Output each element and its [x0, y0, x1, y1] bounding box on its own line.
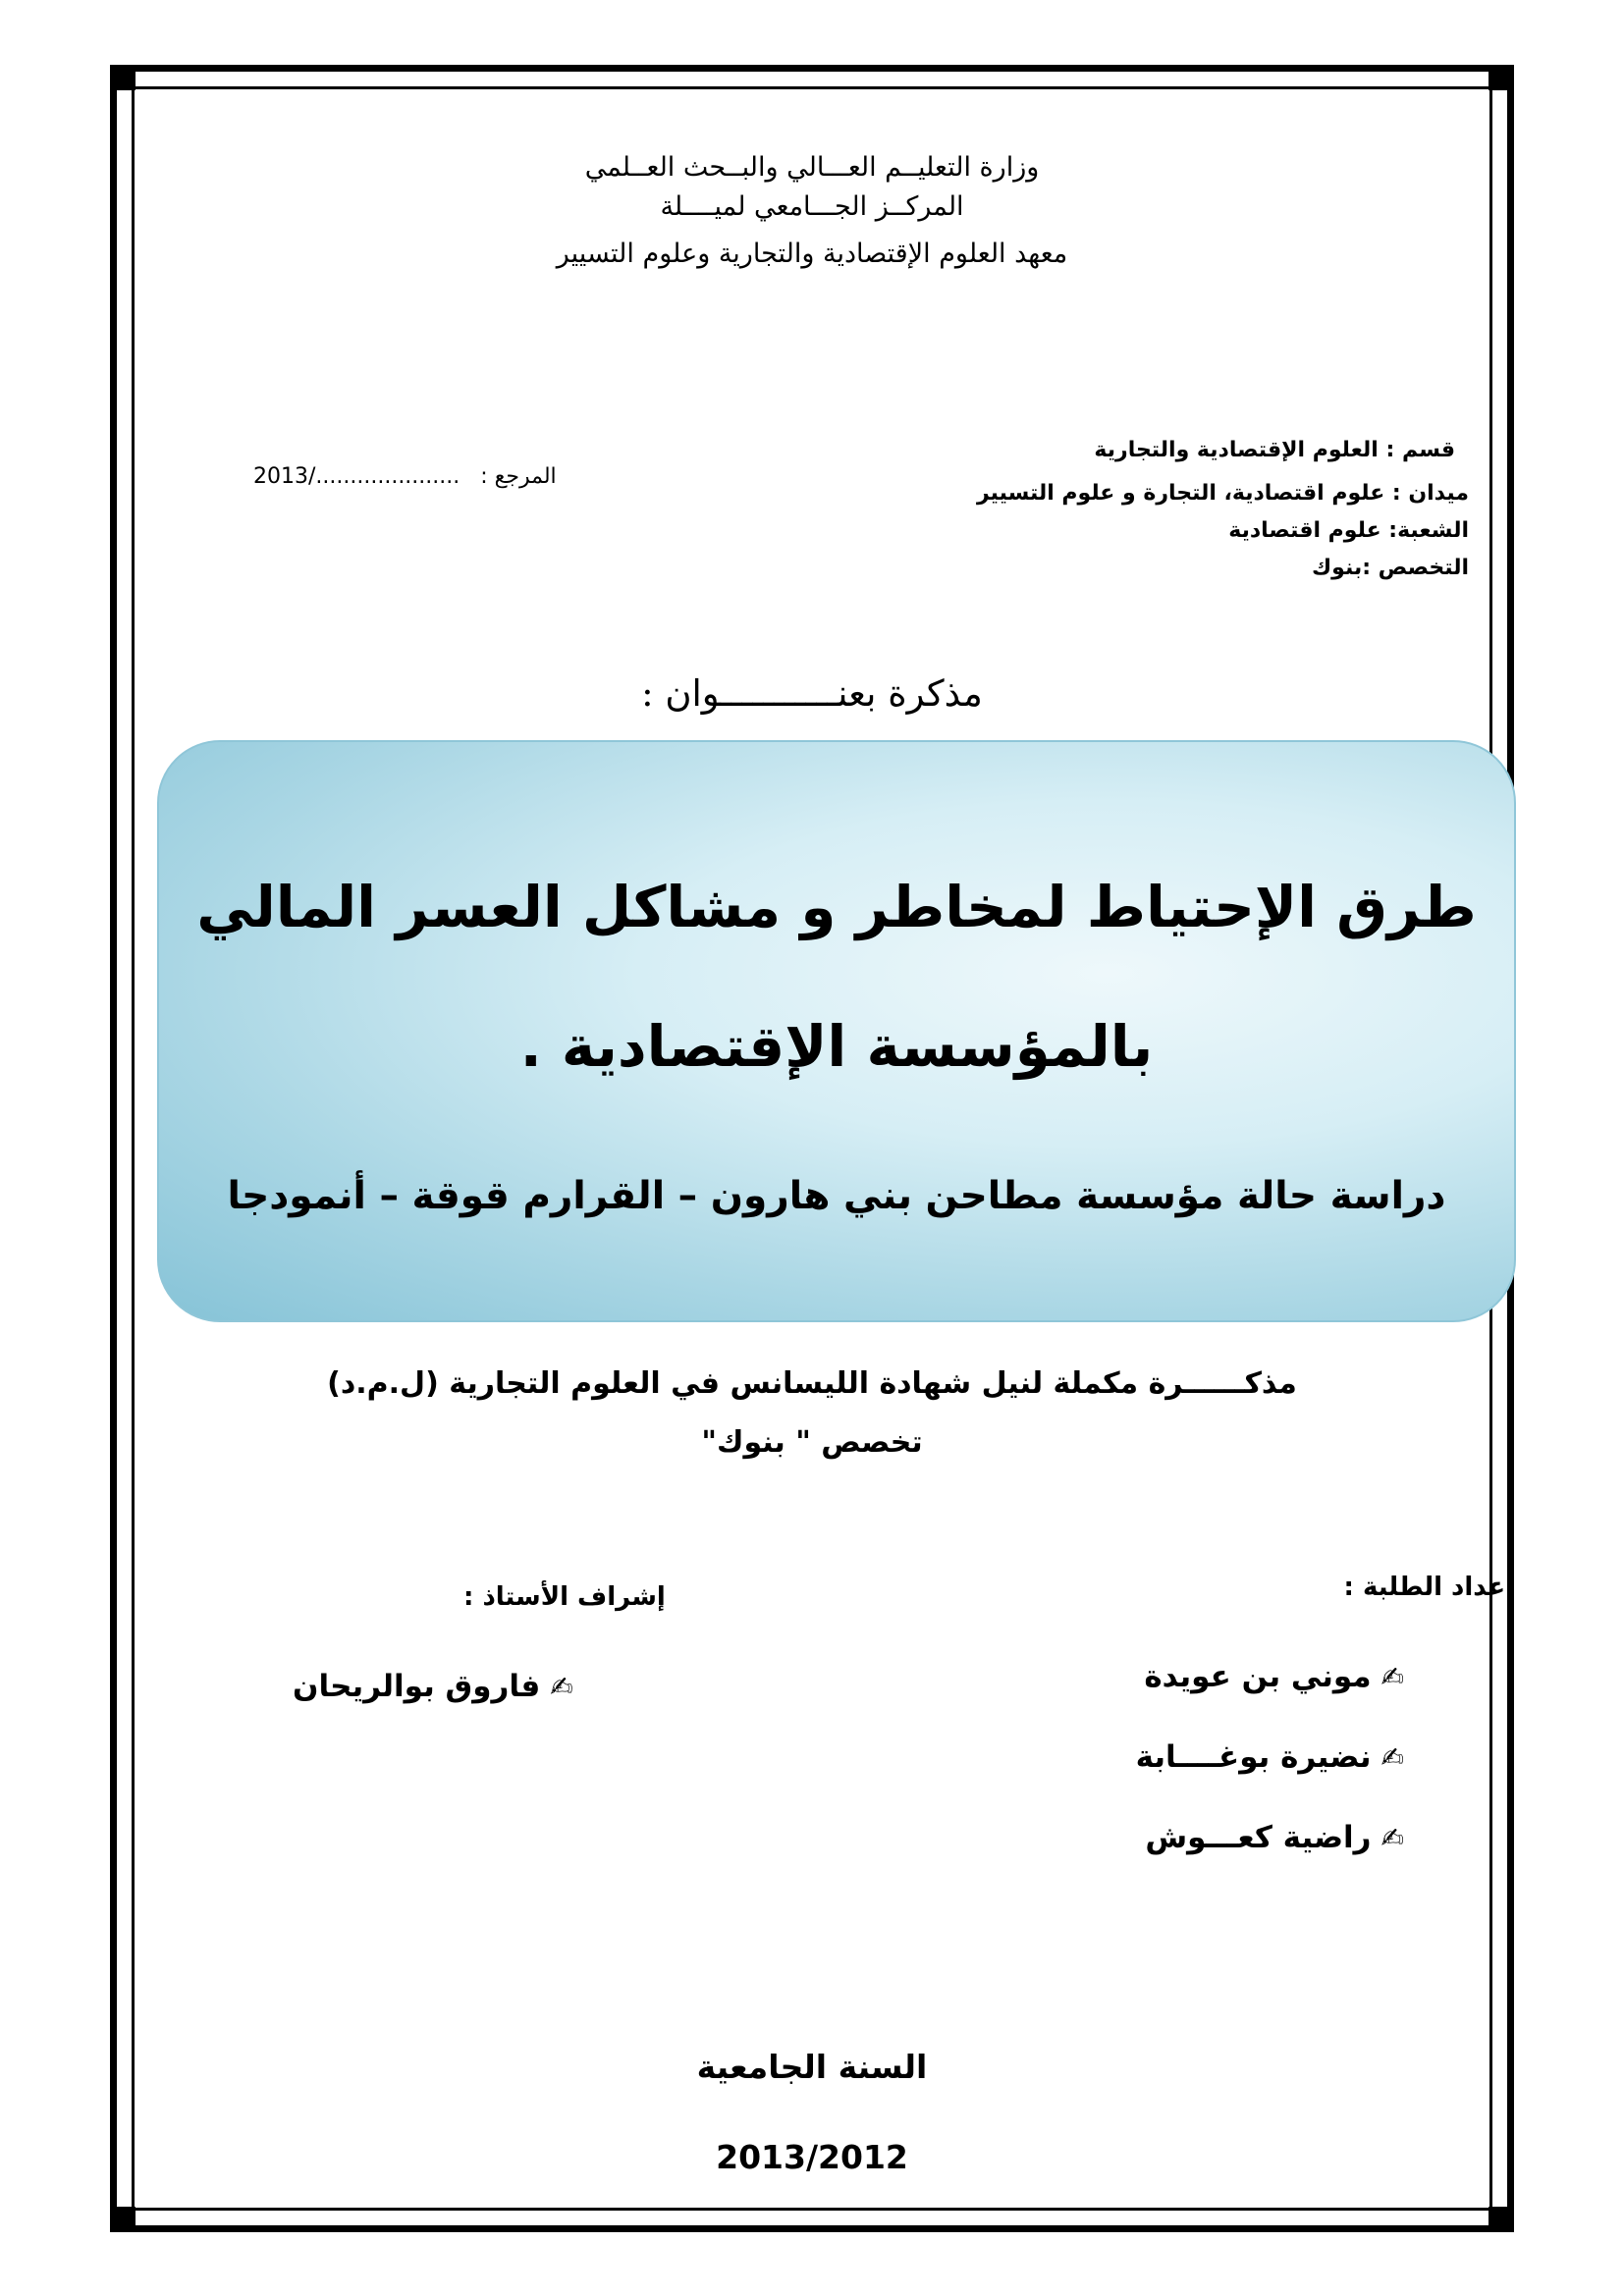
border-corner	[1489, 2207, 1514, 2232]
border-corner	[110, 65, 135, 90]
title-line-1: طرق الإحتياط لمخاطر و مشاكل العسر المالي	[196, 874, 1477, 940]
reference-label: المرجع :	[480, 464, 557, 489]
student-name-text: نضيرة بوغــــابة	[1135, 1739, 1372, 1775]
reference-value: 2013/.....................	[253, 464, 460, 489]
student-name	[1144, 1659, 1404, 1694]
specialty-line: التخصص :بنوك	[1312, 556, 1469, 580]
academic-year-value: 2013/2012	[716, 2138, 908, 2176]
center-name: المركــز الجـــامعي لميــــلة	[660, 191, 964, 222]
students-label: إعداد الطلبة :	[1343, 1573, 1514, 1602]
degree-line-1: مذكــــــرة مكملة لنيل شهادة الليسانس في العلوم التجارية (ل.م.د)	[327, 1366, 1297, 1401]
pen-writing-icon: ✍	[1380, 1661, 1404, 1693]
pen-writing-icon: ✍	[550, 1671, 573, 1703]
supervisor-label: إشراف الأستاذ :	[463, 1582, 666, 1612]
pen-writing-icon: ✍	[1380, 1741, 1404, 1774]
branch-line: الشعبة: علوم اقتصادية	[1228, 518, 1469, 543]
department-line: قسم : العلوم الإقتصادية والتجارية	[1094, 438, 1455, 462]
student-name-text: موني بن عويدة	[1144, 1659, 1372, 1694]
degree-line-2: تخصص " بنوك"	[701, 1425, 923, 1460]
supervisor-name	[293, 1669, 573, 1704]
student-name-text: راضية كعـــوش	[1145, 1820, 1372, 1855]
border-corner	[1489, 65, 1514, 90]
supervisor-name-text: فاروق بوالريحان	[293, 1669, 541, 1704]
student-name	[1145, 1820, 1404, 1855]
ministry-name: وزارة التعليــم العـــالي والبــحث العــلمي	[584, 152, 1040, 183]
title-intro: مذكرة بعنـــــــــــوان :	[641, 672, 983, 715]
title-line-2: بالمؤسسة الإقتصادية .	[519, 1013, 1154, 1080]
border-corner	[110, 2207, 135, 2232]
student-name	[1136, 1739, 1404, 1775]
field-line: ميدان : علوم اقتصادية، التجارة و علوم التسيير	[976, 481, 1469, 506]
academic-year-label: السنة الجامعية	[696, 2048, 928, 2086]
reference	[253, 464, 557, 489]
case-study-line: دراسة حالة مؤسسة مطاحن بني هارون – القرارم قوقة – أنمودجا	[227, 1174, 1446, 1218]
institute-name: معهد العلوم الإقتصادية والتجارية وعلوم التسيير	[556, 239, 1068, 269]
pen-writing-icon: ✍	[1380, 1822, 1404, 1854]
